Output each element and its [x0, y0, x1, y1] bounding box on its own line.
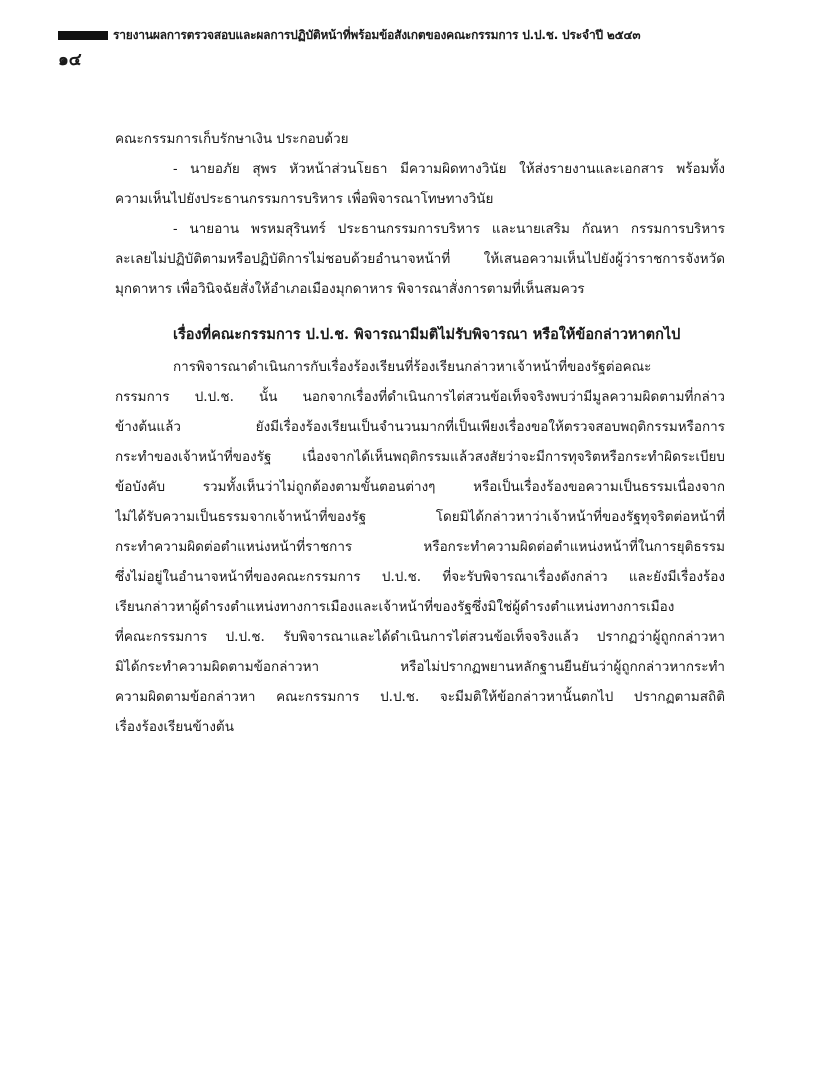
paragraph-line: เรียนกล่าวหาผู้ดำรงตำแหน่งทางการเมืองและเจ้าหน้าที่ของรัฐซึ่งมิใช่ผู้ดำรงตำแหน่งทางการเมือง	[115, 599, 675, 615]
item2-line: - นายอาน พรหมสุรินทร์ ประธานกรรมการบริหาร และนายเสริม กัณหา กรรมการบริหาร	[173, 221, 725, 237]
paragraph-line: ข้างต้นแล้ว ยังมีเรื่องร้องเรียนเป็นจำนวนมากที่เป็นเพียงเรื่องขอให้ตรวจสอบพฤติกรรมหรือการ	[115, 419, 725, 435]
item1-line: - นายอภัย สุพร หัวหน้าส่วนโยธา มีความผิดทางวินัย ให้ส่งรายงานและเอกสาร พร้อมทั้ง	[173, 161, 725, 177]
item1-line: ความเห็นไปยังประธานกรรมการบริหาร เพื่อพิจารณาโทษทางวินัย	[115, 191, 494, 207]
paragraph-line: ซึ่งไม่อยู่ในอำนาจหน้าที่ของคณะกรรมการ ป.ป.ช. ที่จะรับพิจารณาเรื่องดังกล่าว และยังมีเรื่องร้อง	[115, 569, 725, 585]
page-number: ๑๔	[58, 50, 82, 70]
paragraph-line: ที่คณะกรรมการ ป.ป.ช. รับพิจารณาและได้ดำเนินการไต่สวนข้อเท็จจริงแล้ว ปรากฏว่าผู้ถูกกล่าวหา	[115, 629, 725, 645]
committee-intro: คณะกรรมการเก็บรักษาเงิน ประกอบด้วย	[115, 131, 349, 147]
header-bar-decoration	[58, 31, 108, 40]
paragraph-line: กระทำของเจ้าหน้าที่ของรัฐ เนื่องจากได้เห็นพฤติกรรมแล้วสงสัยว่าจะมีการทุจริตหรือกระทำผิดระเบียบ	[115, 449, 725, 465]
paragraph-line: มิได้กระทำความผิดตามข้อกล่าวหา หรือไม่ปรากฏพยานหลักฐานยืนยันว่าผู้ถูกกล่าวหากระทำ	[115, 659, 725, 675]
paragraph-line: กระทำความผิดต่อตำแหน่งหน้าที่ราชการ หรือกระทำความผิดต่อตำแหน่งหน้าที่ในการยุติธรรม	[115, 539, 725, 555]
section-heading: เรื่องที่คณะกรรมการ ป.ป.ช. พิจารณามีมติไม่รับพิจารณา หรือให้ข้อกล่าวหาตกไป	[173, 326, 681, 343]
paragraph-line: เรื่องร้องเรียนข้างต้น	[115, 719, 234, 735]
report-title: รายงานผลการตรวจสอบและผลการปฏิบัติหน้าที่พร้อมข้อสังเกตของคณะกรรมการ ป.ป.ช. ประจำปี ๒๕๔๓	[113, 28, 641, 42]
paragraph-line: ความผิดตามข้อกล่าวหา คณะกรรมการ ป.ป.ช. จะมีมติให้ข้อกล่าวหานั้นตกไป ปรากฏตามสถิติ	[115, 689, 725, 705]
paragraph-line: ไม่ได้รับความเป็นธรรมจากเจ้าหน้าที่ของรัฐ โดยมิได้กล่าวหาว่าเจ้าหน้าที่ของรัฐทุจริตต่อหน้าที่	[115, 509, 725, 525]
document-body	[115, 124, 725, 742]
paragraph-line: การพิจารณาดำเนินการกับเรื่องร้องเรียนที่ร้องเรียนกล่าวหาเจ้าหน้าที่ของรัฐต่อคณะ	[173, 359, 652, 375]
item2-line: ละเลยไม่ปฏิบัติตามหรือปฏิบัติการไม่ชอบด้วยอำนาจหน้าที่ ให้เสนอความเห็นไปยังผู้ว่าราชการจังหวัด	[115, 251, 725, 267]
item2-line: มุกดาหาร เพื่อวินิจฉัยสั่งให้อำเภอเมืองมุกดาหาร พิจารณาสั่งการตามที่เห็นสมควร	[115, 281, 585, 297]
paragraph-line: ข้อบังคับ รวมทั้งเห็นว่าไม่ถูกต้องตามขั้นตอนต่างๆ หรือเป็นเรื่องร้องขอความเป็นธรรมเนื่องจาก	[115, 479, 725, 495]
running-header	[58, 26, 798, 45]
paragraph-line: กรรมการ ป.ป.ช. นั้น นอกจากเรื่องที่ดำเนินการไต่สวนข้อเท็จจริงพบว่ามีมูลความผิดตามที่กล่าว	[115, 389, 725, 405]
